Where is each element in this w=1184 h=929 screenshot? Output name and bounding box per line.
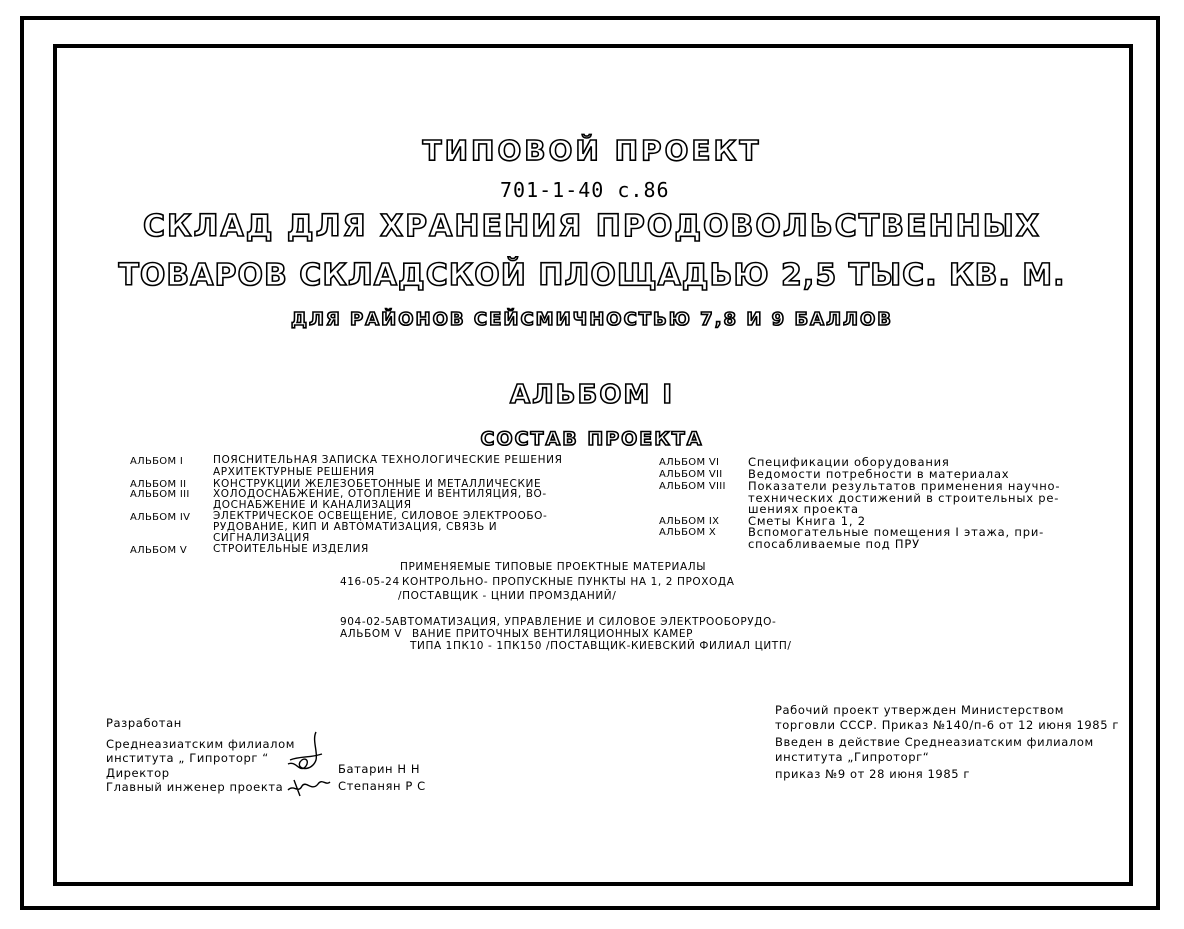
- materials-heading: ПРИМЕНЯЕМЫЕ ТИПОВЫЕ ПРОЕКТНЫЕ МАТЕРИАЛЫ: [400, 561, 707, 573]
- album-desc: ЭЛЕКТРИЧЕСКОЕ ОСВЕЩЕНИЕ, СИЛОВОЕ ЭЛЕКТРООБО-: [213, 510, 548, 522]
- project-code: 701-1-40 с.86: [500, 178, 670, 202]
- engineer-label: Главный инженер проекта: [106, 780, 284, 794]
- material-desc: ВАНИЕ ПРИТОЧНЫХ ВЕНТИЛЯЦИОННЫХ КАМЕР: [412, 628, 694, 640]
- album-desc: Показатели результатов применения научно-: [748, 479, 1061, 493]
- album-label: АЛЬБОМ VIII: [659, 481, 726, 492]
- director-name: Батарин Н Н: [338, 762, 421, 776]
- material-code: 904-02-5: [340, 616, 393, 628]
- approval-line: института „Гипроторг“: [775, 750, 930, 764]
- doc-title: ТИПОВОЙ ПРОЕКТ: [422, 134, 762, 167]
- engineer-name: Степанян Р С: [338, 779, 426, 793]
- album-label: АЛЬБОМ IV: [130, 512, 191, 523]
- album-desc: Ведомости потребности в материалах: [748, 467, 1010, 481]
- album-title: АЛЬБОМ I: [509, 380, 675, 410]
- album-desc: ПОЯСНИТЕЛЬНАЯ ЗАПИСКА ТЕХНОЛОГИЧЕСКИЕ РЕШЕНИЯ: [213, 454, 563, 466]
- album-label: АЛЬБОМ IX: [659, 516, 720, 527]
- material-code: 416-05-24: [340, 576, 400, 588]
- signature-image: [282, 730, 334, 800]
- material-desc: АВТОМАТИЗАЦИЯ, УПРАВЛЕНИЕ И СИЛОВОЕ ЭЛЕКТРООБОРУДО-: [392, 616, 777, 628]
- album-label: АЛЬБОМ V: [130, 545, 187, 556]
- director-label: Директор: [106, 766, 170, 780]
- album-desc: РУДОВАНИЕ, КИП И АВТОМАТИЗАЦИЯ, СВЯЗЬ И: [213, 521, 498, 533]
- album-desc: АРХИТЕКТУРНЫЕ РЕШЕНИЯ: [213, 466, 375, 478]
- album-desc: СТРОИТЕЛЬНЫЕ ИЗДЕЛИЯ: [213, 543, 369, 555]
- album-label: АЛЬБОМ I: [130, 456, 184, 467]
- album-desc: ХОЛОДОСНАБЖЕНИЕ, ОТОПЛЕНИЕ И ВЕНТИЛЯЦИЯ, ВО-: [213, 488, 547, 500]
- album-desc: спосабливаемые под ПРУ: [748, 537, 920, 551]
- approval-line: торговли СССР. Приказ №140/п-6 от 12 июня 1985 г: [775, 718, 1120, 732]
- album-desc: Сметы Книга 1, 2: [748, 514, 866, 528]
- album-desc: ДОСНАБЖЕНИЕ И КАНАЛИЗАЦИЯ: [213, 499, 412, 511]
- approval-line: Рабочий проект утвержден Министерством: [775, 703, 1065, 717]
- material-desc: ТИПА 1ПК10 - 1ПК150 /ПОСТАВЩИК-КИЕВСКИЙ ФИЛИАЛ ЦИТП/: [410, 640, 792, 652]
- approval-line: приказ №9 от 28 июня 1985 г: [775, 767, 971, 781]
- approval-line: Введен в действие Среднеазиатским филиалом: [775, 735, 1094, 749]
- album-label: АЛЬБОМ II: [130, 479, 187, 490]
- developed-label: Разработан: [106, 716, 182, 730]
- developer-line: Среднеазиатским филиалом: [106, 737, 296, 751]
- album-desc: технических достижений в строительных ре-: [748, 491, 1060, 505]
- project-name-line2: ТОВАРОВ СКЛАДСКОЙ ПЛОЩАДЬЮ 2,5 ТЫС. КВ. М.: [118, 258, 1066, 293]
- project-name-line1: СКЛАД ДЛЯ ХРАНЕНИЯ ПРОДОВОЛЬСТВЕННЫХ: [143, 209, 1041, 244]
- material-album: АЛЬБОМ V: [340, 628, 403, 640]
- project-name-line3: ДЛЯ РАЙОНОВ СЕЙСМИЧНОСТЬЮ 7,8 И 9 БАЛЛОВ: [290, 309, 894, 330]
- album-desc: СИГНАЛИЗАЦИЯ: [213, 532, 310, 544]
- album-desc: КОНСТРУКЦИИ ЖЕЛЕЗОБЕТОННЫЕ И МЕТАЛЛИЧЕСКИЕ: [213, 478, 542, 490]
- album-desc: Спецификации оборудования: [748, 455, 950, 469]
- developer-line: института „ Гипроторг “: [106, 751, 269, 765]
- album-label: АЛЬБОМ VII: [659, 469, 723, 480]
- composition-heading: СОСТАВ ПРОЕКТА: [480, 428, 704, 450]
- album-label: АЛЬБОМ X: [659, 527, 717, 538]
- album-desc: Вспомогательные помещения I этажа, при-: [748, 525, 1045, 539]
- album-desc: шениях проекта: [748, 502, 859, 516]
- material-desc: КОНТРОЛЬНО- ПРОПУСКНЫЕ ПУНКТЫ НА 1, 2 ПРОХОДА: [402, 576, 735, 588]
- album-label: АЛЬБОМ III: [130, 489, 190, 500]
- album-label: АЛЬБОМ VI: [659, 457, 720, 468]
- material-desc: /ПОСТАВЩИК - ЦНИИ ПРОМЗДАНИЙ/: [398, 590, 617, 602]
